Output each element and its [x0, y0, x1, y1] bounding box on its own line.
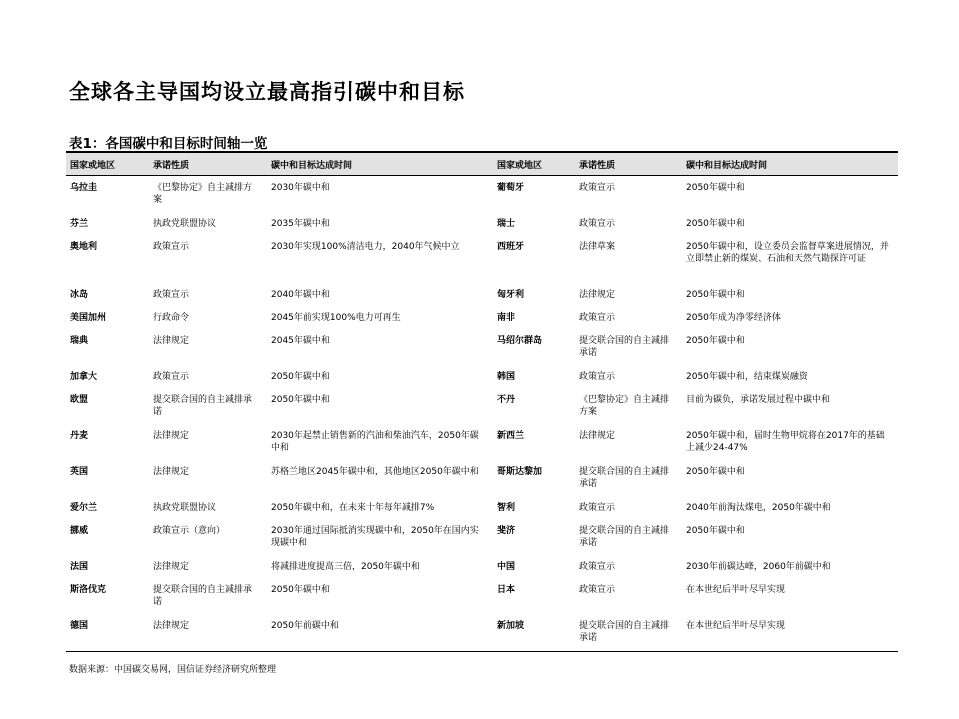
commitment-cell: 政策宣示 — [153, 289, 190, 300]
country-cell: 哥斯达黎加 — [497, 466, 543, 477]
header-commitment-2: 承诺性质 — [575, 152, 682, 176]
commitment-cell: 法律草案 — [579, 241, 616, 252]
header-country-1: 国家或地区 — [66, 152, 149, 176]
table-row — [66, 306, 898, 329]
country-cell: 德国 — [66, 614, 149, 652]
target-cell: 在本世纪后半叶尽早实现 — [682, 614, 898, 652]
commitment-cell: 法律规定 — [153, 335, 190, 346]
country-cell: 不丹 — [497, 394, 516, 405]
target-cell: 2050年碳中和 — [271, 371, 330, 382]
table-row — [66, 235, 898, 283]
country-cell: 丹麦 — [70, 430, 89, 441]
country-cell: 法国 — [70, 561, 89, 572]
table-header-row — [66, 152, 898, 176]
target-cell: 2045年碳中和 — [271, 335, 330, 346]
target-cell: 2030年前碳达峰，2060年前碳中和 — [686, 561, 831, 572]
commitment-cell: 法律规定 — [579, 430, 616, 441]
commitment-cell: 法律规定 — [153, 466, 190, 477]
table-row — [66, 496, 898, 519]
table-row — [66, 614, 898, 652]
target-cell: 2030年通过国际抵消实现碳中和，2050年在国内实现碳中和 — [271, 525, 479, 548]
country-cell: 乌拉圭 — [70, 183, 98, 193]
commitment-cell: 法律规定 — [149, 614, 267, 652]
page-title: 全球各主导国均设立最高指引碳中和目标 — [69, 80, 465, 104]
target-cell: 2045年前实现100%电力可再生 — [271, 312, 401, 323]
target-cell: 2035年碳中和 — [271, 218, 330, 229]
target-cell: 2030年实现100%清洁电力，2040年气候中立 — [271, 241, 460, 252]
table-row — [66, 176, 898, 212]
table-caption: 表1：各国碳中和目标时间轴一览 — [69, 136, 268, 152]
table-row — [66, 283, 898, 306]
header-commitment-1: 承诺性质 — [149, 152, 267, 176]
target-cell: 2040年前淘汰煤电，2050年碳中和 — [686, 502, 831, 513]
target-cell: 2030年碳中和 — [271, 183, 330, 193]
country-cell: 智利 — [497, 502, 516, 513]
country-cell: 南非 — [497, 312, 516, 323]
table-row — [66, 329, 898, 365]
target-cell: 2050年碳中和，设立委员会监督草案进展情况，并立即禁止新的煤炭、石油和天然气勘探许可证 — [686, 241, 889, 264]
commitment-cell: 《巴黎协定》自主减排方案 — [579, 394, 670, 417]
table-row — [66, 578, 898, 614]
country-cell: 新加坡 — [493, 614, 575, 652]
commitment-cell: 提交联合国的自主减排承诺 — [575, 614, 682, 652]
target-cell: 2050年碳中和 — [686, 218, 745, 229]
table-row — [66, 212, 898, 235]
commitment-cell: 提交联合国的自主减排承诺 — [579, 466, 670, 489]
commitment-cell: 执政党联盟协议 — [153, 218, 217, 229]
target-cell: 将减排进度提高三倍，2050年碳中和 — [271, 561, 420, 572]
header-target-1: 碳中和目标达成时间 — [267, 152, 493, 176]
commitment-cell: 政策宣示 — [153, 241, 190, 252]
commitment-cell: 行政命令 — [153, 312, 190, 323]
target-cell: 2050年碳中和，届时生物甲烷将在2017年的基础上减少24-47% — [686, 430, 885, 453]
commitment-cell: 提交联合国的自主减排承诺 — [153, 394, 253, 417]
country-cell: 芬兰 — [70, 218, 89, 229]
country-cell: 中国 — [497, 561, 516, 572]
country-cell: 匈牙利 — [497, 289, 525, 300]
commitment-cell: 政策宣示（意向） — [153, 525, 226, 536]
target-cell: 在本世纪后半叶尽早实现 — [686, 584, 786, 595]
target-cell: 2050年碳中和，在未来十年每年减排7% — [271, 502, 435, 513]
country-cell: 日本 — [497, 584, 516, 595]
commitment-cell: 提交联合国的自主减排承诺 — [153, 584, 253, 607]
country-cell: 加拿大 — [70, 371, 98, 382]
country-cell: 马绍尔群岛 — [497, 335, 543, 346]
target-cell: 2050年碳中和 — [686, 335, 745, 346]
country-cell: 欧盟 — [70, 394, 89, 405]
table-row — [66, 365, 898, 388]
country-cell: 冰岛 — [70, 289, 89, 300]
commitment-cell: 政策宣示 — [579, 502, 616, 513]
target-cell: 2040年碳中和 — [271, 289, 330, 300]
country-cell: 挪威 — [70, 525, 89, 536]
commitment-cell: 法律规定 — [153, 430, 190, 441]
commitment-cell: 政策宣示 — [153, 371, 190, 382]
table-row — [66, 460, 898, 496]
commitment-cell: 政策宣示 — [579, 312, 616, 323]
country-cell: 奥地利 — [70, 241, 98, 252]
target-cell: 2050年碳中和 — [271, 394, 330, 405]
target-cell: 2050年成为净零经济体 — [686, 312, 781, 323]
table-row — [66, 424, 898, 460]
target-cell: 2050年碳中和 — [686, 289, 745, 300]
target-cell: 2050年碳中和 — [686, 466, 745, 477]
commitment-cell: 执政党联盟协议 — [153, 502, 217, 513]
country-cell: 韩国 — [497, 371, 516, 382]
country-cell: 葡萄牙 — [497, 183, 525, 193]
commitment-cell: 政策宣示 — [579, 218, 616, 229]
target-cell: 2050年碳中和 — [686, 183, 745, 193]
commitment-cell: 提交联合国的自主减排承诺 — [579, 335, 670, 358]
country-cell: 瑞典 — [70, 335, 89, 346]
target-cell: 2050年碳中和 — [271, 584, 330, 595]
country-cell: 新西兰 — [497, 430, 525, 441]
commitment-cell: 《巴黎协定》自主减排方案 — [153, 183, 253, 205]
commitment-cell: 政策宣示 — [579, 584, 616, 595]
country-cell: 美国加州 — [70, 312, 107, 323]
commitment-cell: 政策宣示 — [579, 183, 616, 193]
country-cell: 瑞士 — [497, 218, 516, 229]
country-cell: 爱尔兰 — [70, 502, 98, 513]
commitment-cell: 法律规定 — [153, 561, 190, 572]
country-cell: 斐济 — [497, 525, 516, 536]
target-cell: 2050年前碳中和 — [267, 614, 493, 652]
target-cell: 苏格兰地区2045年碳中和，其他地区2050年碳中和 — [271, 466, 479, 477]
target-cell: 目前为碳负，承诺发展过程中碳中和 — [686, 394, 831, 405]
header-country-2: 国家或地区 — [493, 152, 575, 176]
country-cell: 西班牙 — [497, 241, 525, 252]
target-cell: 2050年碳中和 — [686, 525, 745, 536]
country-cell: 英国 — [70, 466, 89, 477]
table-row — [66, 388, 898, 424]
commitment-cell: 政策宣示 — [579, 561, 616, 572]
carbon-neutral-timeline-table — [66, 151, 898, 652]
commitment-cell: 提交联合国的自主减排承诺 — [579, 525, 670, 548]
header-target-2: 碳中和目标达成时间 — [682, 152, 898, 176]
table-row — [66, 519, 898, 555]
target-cell: 2050年碳中和，结束煤炭融资 — [686, 371, 808, 382]
commitment-cell: 法律规定 — [579, 289, 616, 300]
commitment-cell: 政策宣示 — [579, 371, 616, 382]
country-cell: 斯洛伐克 — [70, 584, 107, 595]
target-cell: 2030年起禁止销售新的汽油和柴油汽车，2050年碳中和 — [271, 430, 479, 453]
table-row — [66, 555, 898, 578]
data-source-note: 数据来源：中国碳交易网，国信证券经济研究所整理 — [69, 665, 277, 675]
